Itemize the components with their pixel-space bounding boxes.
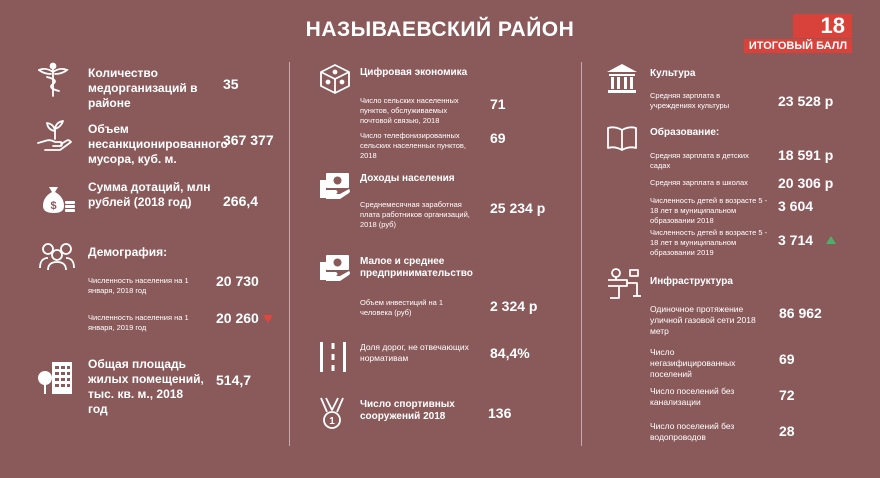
network-cube-icon: [318, 62, 352, 96]
cash-hand-icon: [318, 170, 352, 202]
column-divider: [289, 62, 290, 446]
roads-value: 84,4%: [490, 345, 530, 361]
pop2018-label: Численность населения на 1 января, 2018 год: [88, 276, 189, 295]
housing-label: Общая площадь жилых помещений, тыс. кв. м., 2018 год: [88, 357, 204, 416]
digital-heading: Цифровая экономика: [360, 67, 468, 78]
kids2019-label: Численность детей в возрасте 5 - 18 лет в муниципальном образовании 2019: [650, 228, 768, 257]
income-heading: Доходы населения: [360, 173, 455, 184]
medorgs-label: Количество медорганизаций в районе: [88, 66, 198, 110]
nowater-value: 28: [779, 423, 795, 439]
sports-label: Число спортивных сооружений 2018: [360, 399, 455, 422]
roads-label: Доля дорог, не отвечающих нормативам: [360, 342, 469, 363]
medorgs-value: 35: [223, 76, 239, 92]
road-icon: [318, 340, 348, 374]
nogas-value: 69: [779, 351, 795, 367]
medal-icon: [316, 396, 348, 432]
svg-text:$: $: [50, 200, 57, 212]
nosewer-label: Число поселений без канализации: [650, 386, 735, 407]
total-score-badge: [744, 14, 852, 54]
kinder-label: Средняя зарплата в детских садах: [650, 151, 749, 170]
invest-label: Объем инвестиций на 1 человека (руб): [360, 298, 444, 317]
caduceus-icon: [36, 62, 70, 98]
education-heading: Образование:: [650, 127, 720, 138]
kids2019-value: 3 714: [778, 232, 814, 248]
nogas-label: Число негазифицированных поселений: [650, 347, 736, 379]
kinder-value: 18 591 р: [778, 147, 834, 163]
svg-text:1: 1: [329, 416, 335, 427]
column-divider: [581, 62, 582, 446]
pipes-icon: [605, 266, 641, 302]
nosewer-value: 72: [779, 387, 795, 403]
culture-salary-label: Средняя зарплата в учреждениях культуры: [650, 91, 730, 110]
culture-heading: Культура: [650, 68, 696, 79]
gas-value: 86 962: [779, 305, 822, 321]
kids2018-value: 3 604: [778, 198, 814, 214]
gas-label: Одиночное протяжение уличной газовой сети 2018 метр: [650, 304, 756, 336]
postal-label: Число сельских населенных пунктов, обслуживаемых почтовой связью, 2018: [360, 96, 459, 125]
invest-value: 2 324 р: [490, 298, 538, 314]
museum-icon: [605, 62, 639, 96]
demography-heading: Демография:: [88, 245, 168, 259]
hand-plant-icon: [36, 119, 74, 155]
phone-value: 69: [490, 130, 506, 146]
pop2018-value: 20 730: [216, 273, 259, 289]
money-bag-icon: [38, 179, 78, 217]
page-title: НАЗЫВАЕВСКИЙ РАЙОН: [305, 18, 575, 41]
phone-label: Число телефонизированных сельских населенных пунктов, 2018: [360, 131, 466, 160]
cash-hand-icon: [318, 252, 352, 284]
subsidies-value: 266,4: [223, 193, 259, 209]
pop2019-label: Численность населения на 1 января, 2019 год: [88, 313, 189, 332]
postal-value: 71: [490, 96, 506, 112]
housing-value: 514,7: [216, 372, 252, 388]
salary-label: Среднемесячная заработная плата работников организаций, 2018 (руб): [360, 200, 470, 229]
pop2019-value: 20 260: [216, 310, 259, 326]
culture-salary-value: 23 528 р: [778, 93, 834, 109]
buildings-icon: [36, 360, 76, 396]
sports-value: 136: [488, 405, 512, 421]
schools-label: Средняя зарплата в школах: [650, 178, 748, 187]
smallbiz-heading: Малое и среднее предпринимательство: [360, 256, 473, 279]
nowater-label: Число поселений без водопроводов: [650, 421, 735, 442]
trend-down-icon: [263, 315, 273, 323]
total-score-value: 18: [793, 14, 852, 38]
garbage-value: 367 377: [223, 132, 274, 148]
kids2018-label: Численность детей в возрасте 5 - 18 лет в муниципальном образовании 2018: [650, 196, 768, 225]
people-icon: [38, 240, 76, 272]
salary-value: 25 234 р: [490, 200, 546, 216]
trend-up-icon: [826, 236, 836, 244]
garbage-label: Объем несанкционированного мусора, куб. м.: [88, 122, 228, 166]
open-book-icon: [605, 124, 639, 152]
infra-heading: Инфраструктура: [650, 276, 733, 287]
schools-value: 20 306 р: [778, 175, 834, 191]
total-score-label: ИТОГОВЫЙ БАЛЛ: [744, 39, 852, 53]
subsidies-label: Сумма дотаций, млн рублей (2018 год): [88, 180, 211, 209]
